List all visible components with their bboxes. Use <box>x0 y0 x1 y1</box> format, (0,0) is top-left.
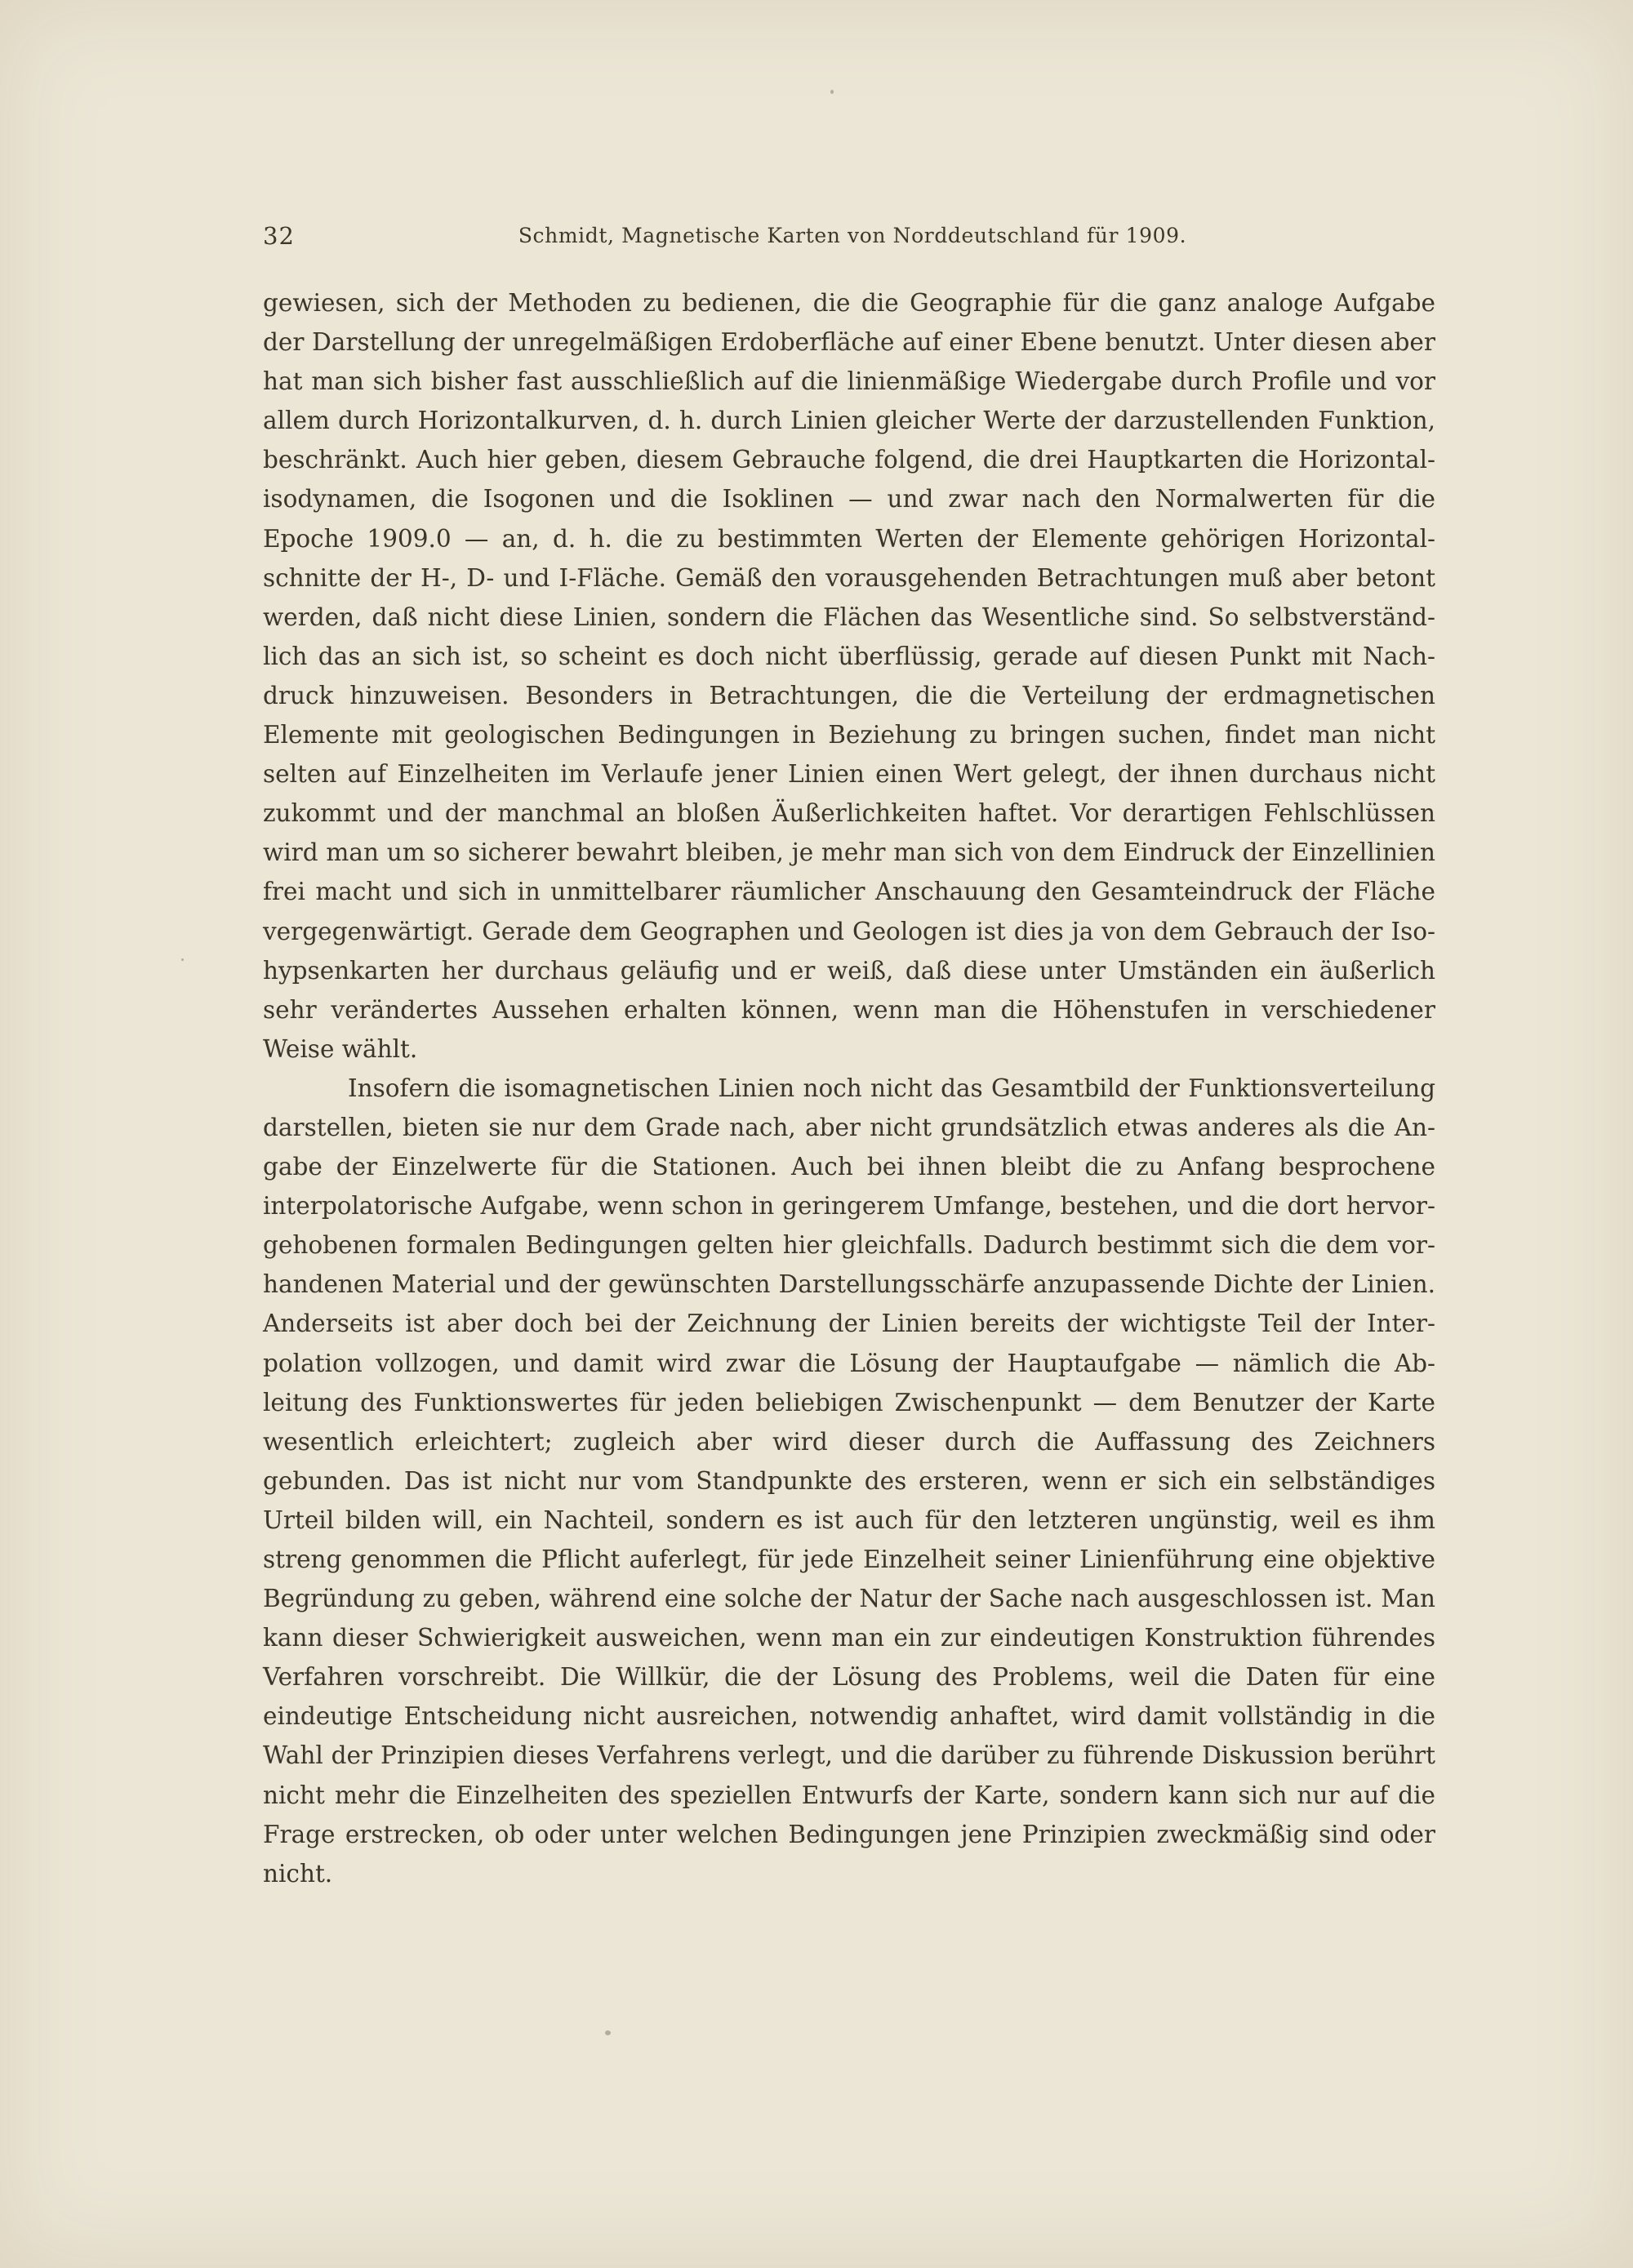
running-title: Schmidt, Magnetische Karten von Norddeutschland für 1909. <box>518 224 1187 247</box>
page-header <box>263 222 1442 263</box>
paper-speck <box>830 90 834 94</box>
paper-speck <box>181 958 184 961</box>
paper-speck <box>605 2030 611 2035</box>
paragraph-2: Insofern die isomagnetischen Linien noch nicht das Gesamtbild der Funktionsverteilung darstellen, bieten sie nur dem Grade nach, aber nicht grundsätzlich etwas anderes als die Angabe der Einzelwerte für die Stationen. Auch bei ihnen bleibt die zu Anfang besprochene interpolatorische Aufgabe, wenn schon in geringerem Umfange, bestehen, und die dort hervorgehobenen formalen Bedingungen gelten hier gleichfalls. Dadurch bestimmt sich die dem vorhandenen Material und der gewünschten Darstellungsschärfe anzupassende Dichte der Linien. Anderseits ist aber doch bei der Zeichnung der Linien bereits der wichtigste Teil der Interpolation vollzogen, und damit wird zwar die Lösung der Hauptaufgabe — nämlich die Ableitung des Funktionswertes für jeden beliebigen Zwischenpunkt — dem Benutzer der Karte wesentlich erleichtert; zugleich aber wird dieser durch die Auffassung des Zeichners gebunden. Das ist nicht nur vom Standpunkte des ersteren, wenn er sich ein selbständiges Urteil bilden will, ein Nachteil, sondern es ist auch für den letzteren ungünstig, weil es ihm streng genommen die Pflicht auferlegt, für jede Einzelheit seiner Linienführung eine objektive Begründung zu geben, während eine solche der Natur der Sache nach ausgeschlossen ist. Man kann dieser Schwierigkeit ausweichen, wenn man ein zur eindeutigen Konstruktion führendes Verfahren vorschreibt. Die Willkür, die der Lösung des Problems, weil die Daten für eine eindeutige Entscheidung nicht ausreichen, notwendig anhaftet, wird damit vollständig in die Wahl der Prinzipien dieses Verfahrens verlegt, und die darüber zu führende Diskussion berührt nicht mehr die Einzelheiten des speziellen Entwurfs der Karte, sondern kann sich nur auf die Frage erstrecken, ob oder unter welchen Bedingungen jene Prinzipien zweckmäßig sind oder nicht. <box>263 1074 1435 1888</box>
body-text <box>263 283 1435 1893</box>
page-number: 32 <box>263 222 295 250</box>
paragraph-1: gewiesen, sich der Methoden zu bedienen, die die Geographie für die ganz analoge Aufgabe der Darstellung der unregelmäßigen Erdoberfläche auf einer Ebene benutzt. Unter diesen aber hat man sich bisher fast ausschließlich auf die linienmäßige Wiedergabe durch Profile und vor allem durch Horizontalkurven, d. h. durch Linien gleicher Werte der darzustellenden Funktion, beschränkt. Auch hier geben, diesem Gebrauche folgend, die drei Hauptkarten die Horizontalisodynamen, die Isogonen und die Isoklinen — und zwar nach den Normalwerten für die Epoche 1909.0 — an, d. h. die zu bestimmten Werten der Elemente gehörigen Horizontalschnitte der H-, D- und I-Fläche. Gemäß den vorausgehenden Betrachtungen muß aber betont werden, daß nicht diese Linien, sondern die Flächen das Wesentliche sind. So selbstverständlich das an sich ist, so scheint es doch nicht überflüssig, gerade auf diesen Punkt mit Nachdruck hinzuweisen. Besonders in Betrachtungen, die die Verteilung der erdmagnetischen Elemente mit geologischen Bedingungen in Beziehung zu bringen suchen, findet man nicht selten auf Einzelheiten im Verlaufe jener Linien einen Wert gelegt, der ihnen durchaus nicht zukommt und der manchmal an bloßen Äußerlichkeiten haftet. Vor derartigen Fehlschlüssen wird man um so sicherer bewahrt bleiben, je mehr man sich von dem Eindruck der Einzellinien frei macht und sich in unmittelbarer räumlicher Anschauung den Gesamteindruck der Fläche vergegenwärtigt. Gerade dem Geographen und Geologen ist dies ja von dem Gebrauch der Isohypsenkarten her durchaus geläufig und er weiß, daß diese unter Umständen ein äußerlich sehr verändertes Aussehen erhalten können, wenn man die Höhenstufen in verschiedener Weise wählt. <box>263 289 1435 1063</box>
